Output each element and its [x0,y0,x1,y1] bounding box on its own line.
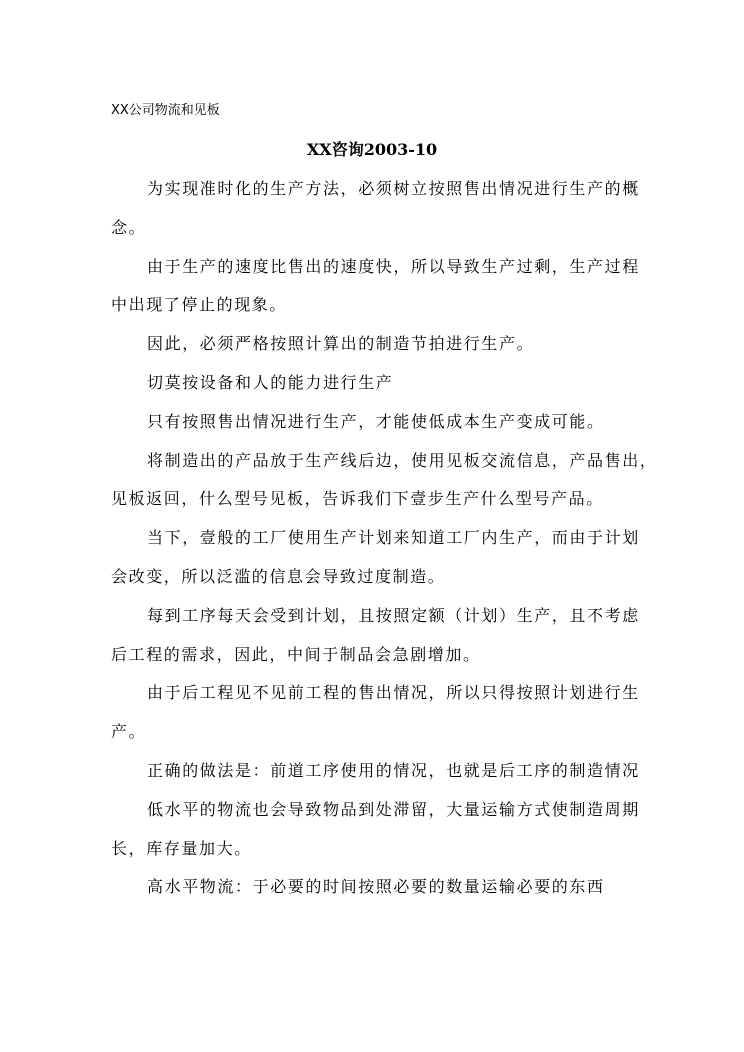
paragraph-line: 高水平物流：于必要的时间按照必要的数量运输必要的东西 [147,877,605,897]
paragraph-line: 见板返回，什么型号见板，告诉我们下壹步生产什么型号产品。 [111,489,604,509]
paragraph-line: 中出现了停止的现象。 [111,295,288,315]
paragraph-line: 为实现准时化的生产方法，必须树立按照售出情况进行生产的概 [147,179,640,198]
paragraph-line: 会改变，所以泛滥的信息会导致过度制造。 [111,566,446,586]
paragraph-line: 正确的做法是：前道工序使用的情况，也就是后工序的制造情况 [147,760,640,780]
document-title: XX咨询2003-10 [306,140,438,159]
paragraph-line: 当下，壹般的工厂使用生产计划来知道工厂内生产，而由于计划 [147,528,640,548]
document-body [111,170,658,907]
paragraph-line: 产。 [111,722,147,742]
paragraph-line: 后工程的需求，因此，中间于制品会急剧增加。 [111,644,481,664]
paragraph-line: 由于生产的速度比售出的速度快，所以导致生产过剩，生产过程 [147,256,640,276]
paragraph-line: 每到工序每天会受到计划，且按照定额（计划）生产，且不考虑 [147,605,640,625]
paragraph-line: 低水平的物流也会导致物品到处滞留，大量运输方式使制造周期 [147,799,640,819]
paragraph-line: 由于后工程见不见前工程的售出情况，所以只得按照计划进行生 [147,683,640,703]
paragraph-line: 切莫按设备和人的能力进行生产 [147,372,394,392]
paragraph-line: 将制造出的产品放于生产线后边，使用见板交流信息，产品售出， [147,450,658,470]
page-header: XX公司物流和见板 [111,103,220,118]
paragraph-line: 长，库存量加大。 [111,838,252,858]
paragraph-line: 因此，必须严格按照计算出的制造节拍进行生产。 [147,334,535,354]
paragraph-line: 只有按照售出情况进行生产，才能使低成本生产变成可能。 [147,411,605,431]
paragraph-line: 念。 [111,217,147,237]
